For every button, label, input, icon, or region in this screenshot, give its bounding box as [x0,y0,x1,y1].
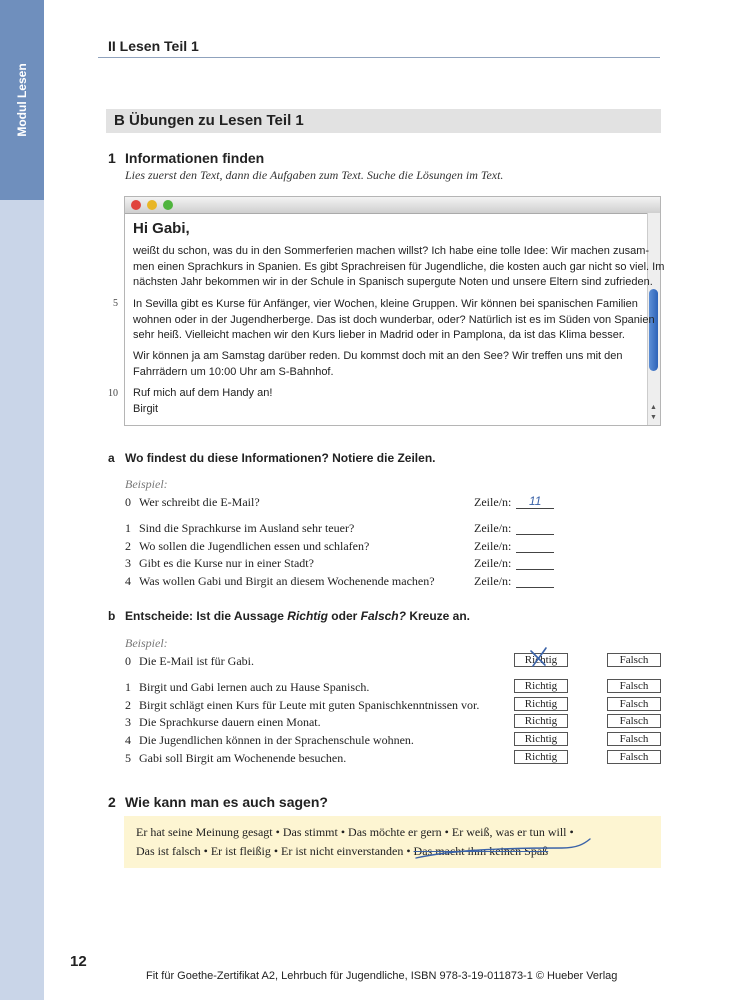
minimize-dot-icon [147,200,157,210]
cross-mark-icon [528,646,550,668]
richtig-box[interactable]: Richtig [514,732,568,746]
sidebar-label: Modul Lesen [15,63,29,137]
email-line: men einen Sprachkurs in Spanien. Es gibt Sprachreisen für Jugendliche, die kosten auch gar nicht so viel. Im [133,260,665,273]
header-title: II Lesen Teil 1 [108,38,199,54]
maximize-dot-icon [163,200,173,210]
close-dot-icon [131,200,141,210]
phrase-line-start: Das ist falsch • Er ist fleißig • Er ist nicht einverstanden • [136,844,414,858]
line-number: 5 [113,298,118,309]
falsch-box[interactable]: Falsch [607,679,661,693]
email-greeting: Hi Gabi, [133,220,190,237]
part-b-item-text: Die Jugendlichen können in der Sprachenschule wohnen. [139,733,414,747]
part-b-item-text: Birgit und Gabi lernen auch zu Hause Spanisch. [139,680,370,694]
part-b-example-text: Die E-Mail ist für Gabi. [139,654,254,668]
exercise1-instruction: Lies zuerst den Text, dann die Aufgaben zum Text. Suche die Lösungen im Text. [125,168,504,182]
zeile-label: Zeile/n: [474,495,512,509]
line-number: 10 [108,388,118,399]
email-line: weißt du schon, was du in den Sommerferien machen willst? Ich habe eine tolle Idee: Wir machen zusam- [133,245,650,257]
answer-line[interactable] [516,534,554,535]
email-line: nächsten Jahr bekommen wir in der Schule in Spanisch supergute Noten und unsere Eltern sind zufrieden. [133,276,653,288]
part-b-item-num: 4 [125,733,131,747]
footer-text: Fit für Goethe-Zertifikat A2, Lehrbuch für Jugendliche, ISBN 978-3-19-011873-1 © Hueber Verlag [146,970,618,982]
part-b-item-text: Die Sprachkurse dauern einen Monat. [139,715,321,729]
email-line: wohnen oder in der Jugendherberge. Das ist doch wunderbar, oder? Natürlich ist es im Süden von Spanien [133,313,655,326]
exercise1-title: Informationen finden [125,150,265,166]
part-b-question [125,609,470,623]
richtig-box[interactable]: Richtig [514,697,568,711]
richtig-box[interactable]: Richtig [514,714,568,728]
handwritten-stroke-icon [412,836,594,862]
part-a-item-num: 1 [125,521,131,535]
part-b-letter: b [108,609,116,623]
page-number: 12 [70,953,87,970]
part-b-question-richtig: Richtig [287,609,328,623]
exercise2-number: 2 [108,794,116,810]
part-a-question: Wo findest du diese Informationen? Notiere die Zeilen. [125,451,436,465]
falsch-box[interactable]: Falsch [607,697,661,711]
email-line: Wir können ja am Samstag darüber reden. Du kommst doch mit an den See? Wir treffen uns mit den [133,350,623,362]
scroll-thumb [649,289,658,371]
section-title: B Übungen zu Lesen Teil 1 [114,112,304,129]
zeile-label: Zeile/n: [474,556,512,570]
part-b-item-num: 1 [125,680,131,694]
scroll-down-icon: ▼ [650,413,657,421]
part-a-example-num: 0 [125,495,131,509]
part-a-item-text: Wo sollen die Jugendlichen essen und schlafen? [139,539,370,553]
falsch-box: Falsch [607,653,661,667]
part-b-question-suffix: Kreuze an. [405,609,471,623]
part-a-item-num: 4 [125,574,131,588]
email-line: sehr heiß. Vielleicht machen wir den Kurs lieber in Madrid oder in Pamplona, da ist das Klima besser. [133,329,625,341]
falsch-box[interactable]: Falsch [607,750,661,764]
part-b-question-prefix: Entscheide: Ist die Aussage [125,609,288,623]
part-b-example-num: 0 [125,654,131,668]
part-a-item-num: 3 [125,556,131,570]
part-b-item-text: Birgit schlägt einen Kurs für Leute mit guten Spanischkenntnissen vor. [139,698,480,712]
richtig-box[interactable]: Richtig [514,750,568,764]
answer-line[interactable] [516,569,554,570]
part-b-item-num: 5 [125,751,131,765]
email-titlebar [125,197,660,214]
exercise2-title: Wie kann man es auch sagen? [125,794,328,810]
part-a-item-text: Was wollen Gabi und Birgit an diesem Wochenende machen? [139,574,435,588]
email-line: Ruf mich auf dem Handy an! [133,387,273,399]
part-a-item-text: Sind die Sprachkurse im Ausland sehr teuer? [139,521,355,535]
header-divider [98,57,660,58]
zeile-label: Zeile/n: [474,521,512,535]
answer-line [516,508,554,509]
falsch-box[interactable]: Falsch [607,732,661,746]
email-line: In Sevilla gibt es Kurse für Anfänger, vier Wochen, kleine Gruppen. Wir können bei spanischen Familien [133,298,638,310]
part-b-example-label: Beispiel: [125,636,168,650]
handwritten-answer: 11 [529,494,542,508]
falsch-box[interactable]: Falsch [607,714,661,728]
part-b-item-num: 3 [125,715,131,729]
email-line: Fahrrädern um 10:00 Uhr am S-Bahnhof. [133,365,334,378]
zeile-label: Zeile/n: [474,539,512,553]
part-a-item-num: 2 [125,539,131,553]
answer-line[interactable] [516,587,554,588]
part-b-item-text: Gabi soll Birgit am Wochenende besuchen. [139,751,347,765]
part-a-item-text: Gibt es die Kurse nur in einer Stadt? [139,556,314,570]
part-a-example-text: Wer schreibt die E-Mail? [139,495,260,509]
part-a-letter: a [108,451,115,465]
struck-phrase: Das macht ihm keinen Spaß [413,844,549,858]
part-b-question-falsch: Falsch? [360,609,406,623]
scroll-up-icon: ▲ [650,403,657,411]
richtig-box-checked: Richtig [514,653,568,667]
richtig-box[interactable]: Richtig [514,679,568,693]
phrase-line: Er hat seine Meinung gesagt • Das stimmt • Das möchte er gern • Er weiß, was er tun will • [136,825,574,839]
part-b-question-oder: oder [327,609,361,623]
part-b-item-num: 2 [125,698,131,712]
exercise1-number: 1 [108,150,116,166]
part-a-example-label: Beispiel: [125,477,168,491]
zeile-label: Zeile/n: [474,574,512,588]
answer-line[interactable] [516,552,554,553]
email-line: Birgit [133,402,159,415]
